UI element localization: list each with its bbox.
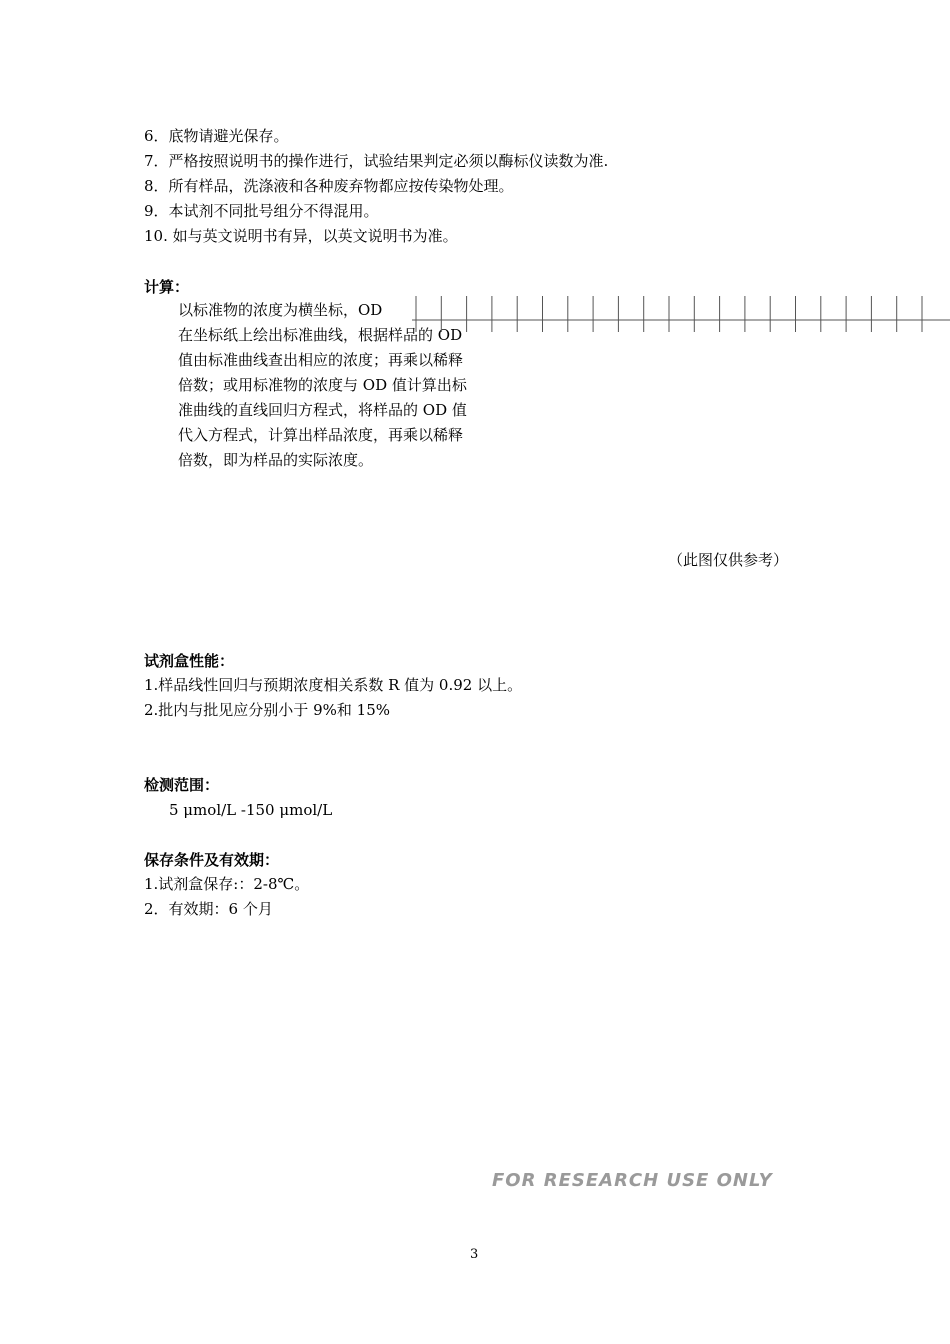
note-item-9: 9．本试剂不同批号组分不得混用。: [144, 202, 379, 220]
performance-heading: 试剂盒性能：: [144, 652, 235, 670]
storage-heading: 保存条件及有效期：: [144, 851, 280, 869]
note-item-8: 8．所有样品，洗涤液和各种废弃物都应按传染物处理。: [144, 177, 514, 195]
range-heading: 检测范围：: [144, 776, 220, 794]
note-item-6: 6．底物请避光保存。: [144, 127, 289, 145]
storage-item: 1.试剂盒保存:：2-8℃。: [144, 875, 310, 893]
calc-line: 倍数，即为样品的实际浓度。: [178, 451, 374, 469]
performance-item: 1.样品线性回归与预期浓度相关系数 R 值为 0.92 以上。: [144, 676, 523, 694]
calc-line: 代入方程式，计算出样品浓度，再乘以稀释: [178, 426, 464, 444]
calc-line: 准曲线的直线回归方程式，将样品的 OD 值: [178, 401, 467, 419]
calc-line: 值由标准曲线查出相应的浓度；再乘以稀释: [178, 351, 464, 369]
note-item-7: 7．严格按照说明书的操作进行，试验结果判定必须以酶标仪读数为准.: [144, 152, 609, 170]
storage-item: 2．有效期：6 个月: [144, 900, 273, 918]
calc-line: 倍数；或用标准物的浓度与 OD 值计算出标: [178, 376, 467, 394]
calc-line: 以标准物的浓度为横坐标，OD: [178, 301, 383, 319]
page-number: 3: [470, 1247, 479, 1262]
standard-curve-grid: [412, 294, 950, 334]
research-use-watermark: FOR RESEARCH USE ONLY: [492, 1170, 773, 1191]
calc-heading: 计算：: [144, 278, 190, 296]
range-value: 5 μmol/L -150 μmol/L: [169, 801, 333, 819]
calc-line: 在坐标纸上绘出标准曲线，根据样品的 OD: [178, 326, 463, 344]
performance-item: 2.批内与批见应分别小于 9%和 15%: [144, 701, 390, 719]
note-item-10: 10. 如与英文说明书有异，以英文说明书为准。: [144, 227, 458, 245]
figure-caption: （此图仅供参考）: [668, 551, 789, 569]
